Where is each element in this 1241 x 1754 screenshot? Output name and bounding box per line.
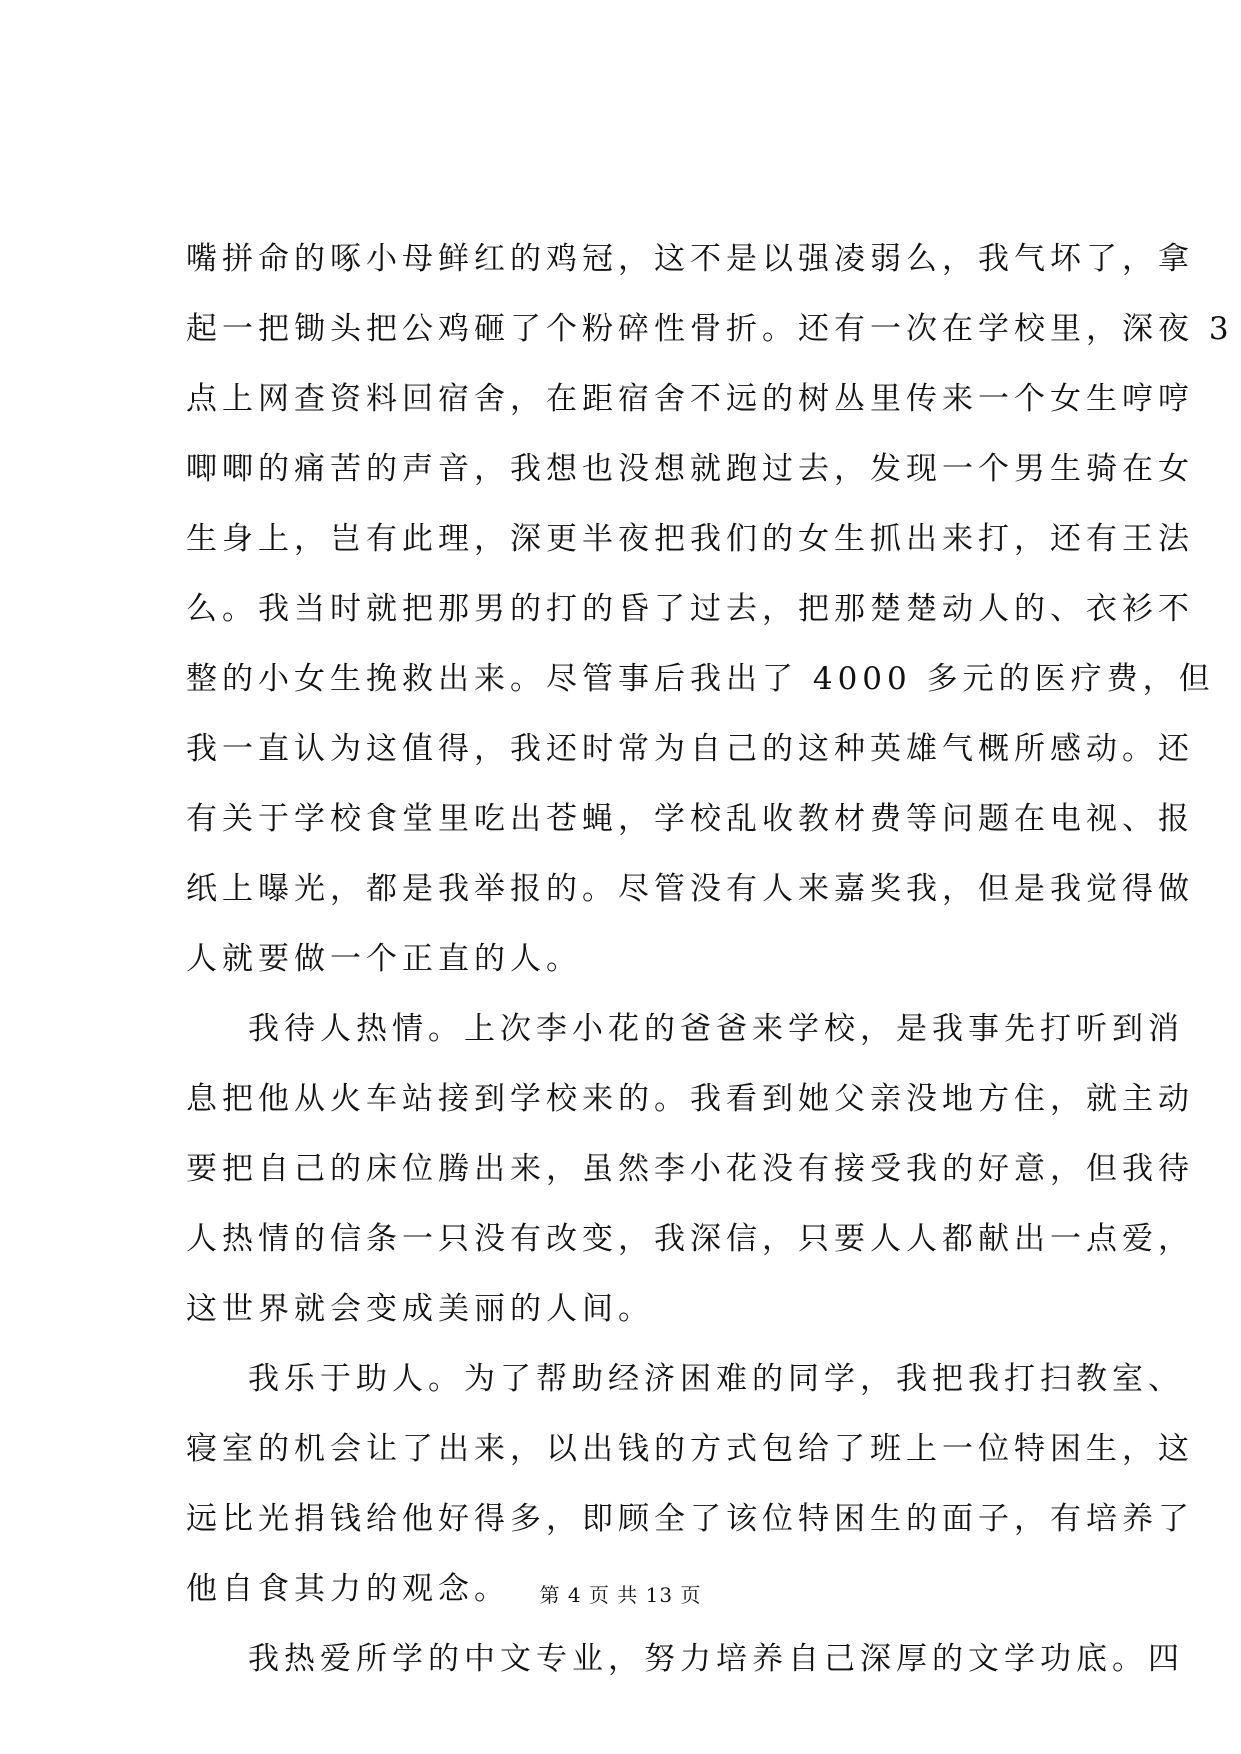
text-line: 我待人热情。上次李小花的爸爸来学校，是我事先打听到消 xyxy=(248,1011,1184,1047)
text-line: 我乐于助人。为了帮助经济困难的同学，我把我打扫教室、 xyxy=(248,1361,1184,1397)
text-line: 唧唧的痛苦的声音，我想也没想就跑过去，发现一个男生骑在女 xyxy=(186,451,1194,487)
text-line: 我热爱所学的中文专业，努力培养自己深厚的文学功底。四 xyxy=(248,1641,1184,1677)
text-line: 么。我当时就把那男的打的昏了过去，把那楚楚动人的、衣衫不 xyxy=(186,591,1194,627)
text-line: 人热情的信条一只没有改变，我深信，只要人人都献出一点爱， xyxy=(186,1221,1194,1257)
text-line: 这世界就会变成美丽的人间。 xyxy=(186,1291,654,1327)
text-line: 整的小女生挽救出来。尽管事后我出了 4000 多元的医疗费，但 xyxy=(186,661,1215,697)
text-line: 要把自己的床位腾出来，虽然李小花没有接受我的好意，但我待 xyxy=(186,1151,1194,1187)
text-line: 他自食其力的观念。 xyxy=(186,1571,510,1607)
text-line: 纸上曝光，都是我举报的。尽管没有人来嘉奖我，但是我觉得做 xyxy=(186,871,1194,907)
text-line: 人就要做一个正直的人。 xyxy=(186,941,582,977)
text-line: 有关于学校食堂里吃出苍蝇，学校乱收教材费等问题在电视、报 xyxy=(186,801,1194,837)
body-text xyxy=(186,224,1234,1694)
text-line: 起一把锄头把公鸡砸了个粉碎性骨折。还有一次在学校里，深夜 3 xyxy=(186,311,1234,347)
text-line: 嘴拼命的啄小母鲜红的鸡冠，这不是以强凌弱么，我气坏了，拿 xyxy=(186,241,1194,277)
text-line: 生身上，岂有此理，深更半夜把我们的女生抓出来打，还有王法 xyxy=(186,521,1194,557)
text-line: 息把他从火车站接到学校来的。我看到她父亲没地方住，就主动 xyxy=(186,1081,1194,1117)
text-line: 点上网查资料回宿舍，在距宿舍不远的树丛里传来一个女生哼哼 xyxy=(186,381,1194,417)
text-line: 我一直认为这值得，我还时常为自己的这种英雄气概所感动。还 xyxy=(186,731,1194,767)
page-footer: 第 4 页 共 13 页 xyxy=(539,1583,702,1607)
text-line: 远比光捐钱给他好得多，即顾全了该位特困生的面子，有培养了 xyxy=(186,1501,1194,1537)
text-line: 寝室的机会让了出来，以出钱的方式包给了班上一位特困生，这 xyxy=(186,1431,1194,1467)
